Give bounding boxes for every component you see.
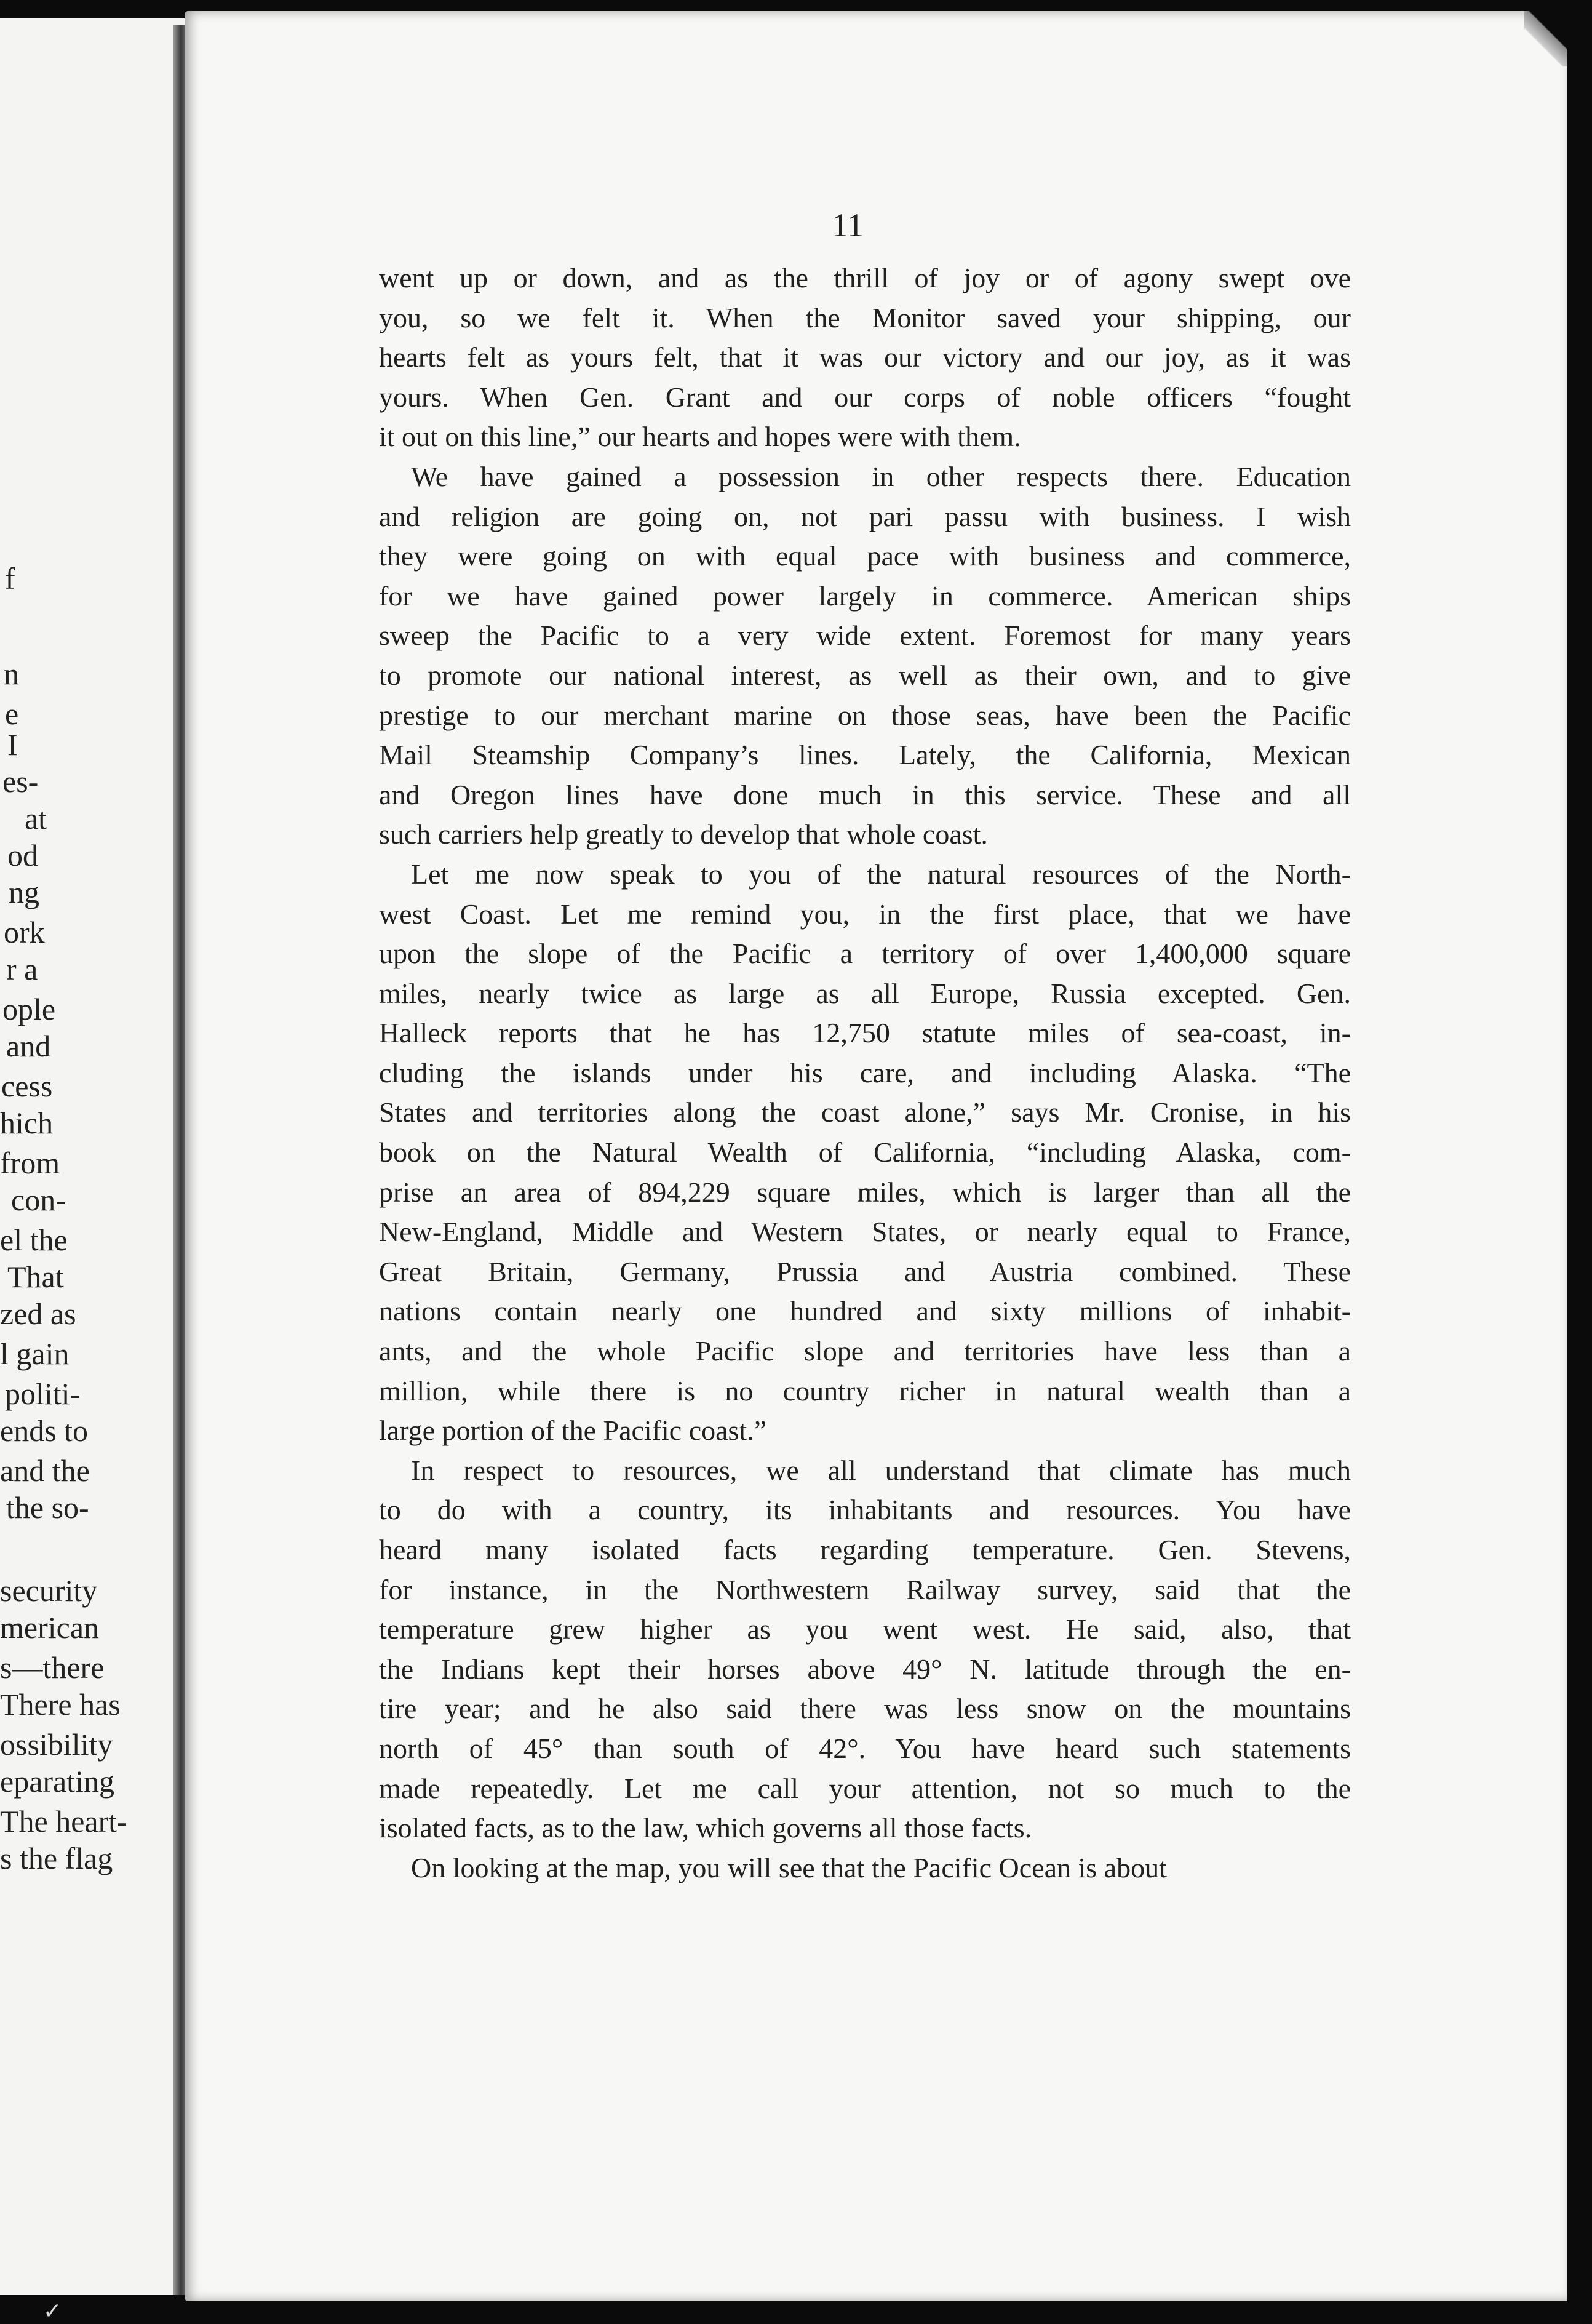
page-body — [379, 258, 1351, 1888]
text-line: to promote our national interest, as well as their own, and to give — [379, 659, 1351, 691]
previous-page-fragment: politi- — [5, 1376, 81, 1411]
previous-page-fragment: security — [0, 1573, 98, 1608]
text-line: such carriers help greatly to develop that whole coast. — [379, 818, 988, 850]
text-line: north of 45° than south of 42°. You have heard such statements — [379, 1732, 1351, 1764]
text-line: isolated facts, as to the law, which governs all those facts. — [379, 1812, 1032, 1844]
previous-page-fragment: e — [5, 697, 19, 731]
text-line: upon the slope of the Pacific a territory of over 1,400,000 square — [379, 938, 1351, 970]
text-line: made repeatedly. Let me call your attention, not so much to the — [379, 1772, 1351, 1804]
scan-mark: ✓ — [43, 2299, 62, 2323]
previous-page-fragment: ossibility — [0, 1727, 113, 1762]
previous-page-fragment: the so- — [6, 1490, 89, 1525]
previous-page-fragment: f — [5, 561, 15, 596]
text-line: Mail Steamship Company’s lines. Lately, the California, Mexican — [379, 739, 1351, 771]
previous-page-fragment: s the flag — [0, 1841, 113, 1875]
text-line: they were going on with equal pace with business and commerce, — [379, 540, 1351, 572]
text-line: sweep the Pacific to a very wide extent. Foremost for many years — [379, 620, 1351, 652]
previous-page-fragment: ork — [4, 915, 45, 949]
text-line: States and territories along the coast alone,” says Mr. Cronise, in his — [379, 1096, 1351, 1128]
text-line: prise an area of 894,229 square miles, which is larger than all the — [379, 1176, 1351, 1208]
previous-page-fragment: ends to — [0, 1413, 89, 1448]
previous-page-fragment: There has — [0, 1687, 121, 1722]
text-line: temperature grew higher as you went west. He said, also, that — [379, 1613, 1351, 1645]
text-line: tire year; and he also said there was less snow on the mountains — [379, 1693, 1351, 1725]
folded-corner — [1524, 11, 1567, 66]
text-line: heard many isolated facts regarding temperature. Gen. Stevens, — [379, 1534, 1351, 1565]
previous-page-fragment: and — [6, 1029, 51, 1063]
text-line: hearts felt as yours felt, that it was our victory and our joy, as it was — [379, 341, 1351, 373]
text-line: and Oregon lines have done much in this service. These and all — [379, 778, 1351, 810]
previous-page-fragment: r a — [6, 952, 38, 986]
previous-page-fragment: zed as — [0, 1296, 76, 1331]
text-line: for instance, in the Northwestern Railway survey, said that the — [379, 1573, 1351, 1605]
previous-page-fragment: I — [7, 727, 18, 762]
text-line: million, while there is no country richer in natural wealth than a — [379, 1375, 1351, 1407]
previous-page-fragment: od — [7, 838, 38, 872]
previous-page-fragment: eparating — [0, 1764, 115, 1799]
previous-page-fragment: con- — [11, 1183, 66, 1217]
text-line: large portion of the Pacific coast.” — [379, 1415, 767, 1447]
previous-page-fragment: el the — [0, 1223, 68, 1257]
text-line: you, so we felt it. When the Monitor saved your shipping, our — [379, 301, 1351, 333]
text-line: Let me now speak to you of the natural resources of the North- — [411, 858, 1351, 890]
text-line: miles, nearly twice as large as all Europe, Russia excepted. Gen. — [379, 977, 1351, 1009]
text-line: the Indians kept their horses above 49° N. latitude through the en- — [379, 1653, 1351, 1685]
previous-page-fragment: merican — [0, 1610, 100, 1645]
text-line: for we have gained power largely in commerce. American ships — [379, 580, 1351, 612]
text-line: New-England, Middle and Western States, or nearly equal to France, — [379, 1216, 1351, 1248]
text-line: yours. When Gen. Grant and our corps of noble officers “fought — [379, 381, 1351, 413]
text-line: prestige to our merchant marine on those seas, have been the Pacific — [379, 699, 1351, 731]
text-line: ants, and the whole Pacific slope and territories have less than a — [379, 1335, 1351, 1367]
text-line: In respect to resources, we all understand that climate has much — [411, 1454, 1351, 1486]
previous-page-fragment: That — [7, 1260, 64, 1294]
text-line: to do with a country, its inhabitants and resources. You have — [379, 1494, 1351, 1526]
text-line: On looking at the map, you will see that the Pacific Ocean is about — [411, 1851, 1167, 1883]
previous-page-fragment: from — [0, 1146, 60, 1180]
text-line: went up or down, and as the thrill of joy or of agony swept ove — [379, 262, 1351, 293]
previous-page-fragment: The heart- — [0, 1804, 127, 1839]
previous-page-fragment: ng — [9, 875, 39, 909]
text-line: and religion are going on, not pari passu with business. I wish — [379, 500, 1351, 532]
text-line: west Coast. Let me remind you, in the first place, that we have — [379, 898, 1351, 930]
previous-page-fragment: at — [25, 801, 47, 836]
text-line: Great Britain, Germany, Prussia and Austria combined. These — [379, 1255, 1351, 1287]
previous-page — [0, 18, 186, 2295]
previous-page-fragment: cess — [1, 1069, 53, 1103]
page-number: 11 — [832, 207, 864, 244]
previous-page-text — [0, 18, 185, 2295]
previous-page-fragment: n — [4, 657, 19, 691]
text-line: cluding the islands under his care, and including Alaska. “The — [379, 1056, 1351, 1088]
text-line: Halleck reports that he has 12,750 statute miles of sea-coast, in- — [379, 1017, 1351, 1049]
text-line: it out on this line,” our hearts and hopes were with them. — [379, 421, 1021, 453]
previous-page-fragment: l gain — [0, 1336, 70, 1371]
text-line: book on the Natural Wealth of California, “including Alaska, com- — [379, 1136, 1351, 1168]
text-line: We have gained a possession in other respects there. Education — [411, 460, 1351, 492]
previous-page-fragment: hich — [0, 1106, 54, 1140]
previous-page-fragment: ople — [2, 992, 56, 1026]
previous-page-fragment: s—there — [0, 1650, 105, 1685]
text-line: nations contain nearly one hundred and sixty millions of inhabit- — [379, 1295, 1351, 1327]
previous-page-fragment: and the — [0, 1453, 90, 1488]
previous-page-fragment: es- — [2, 764, 39, 799]
